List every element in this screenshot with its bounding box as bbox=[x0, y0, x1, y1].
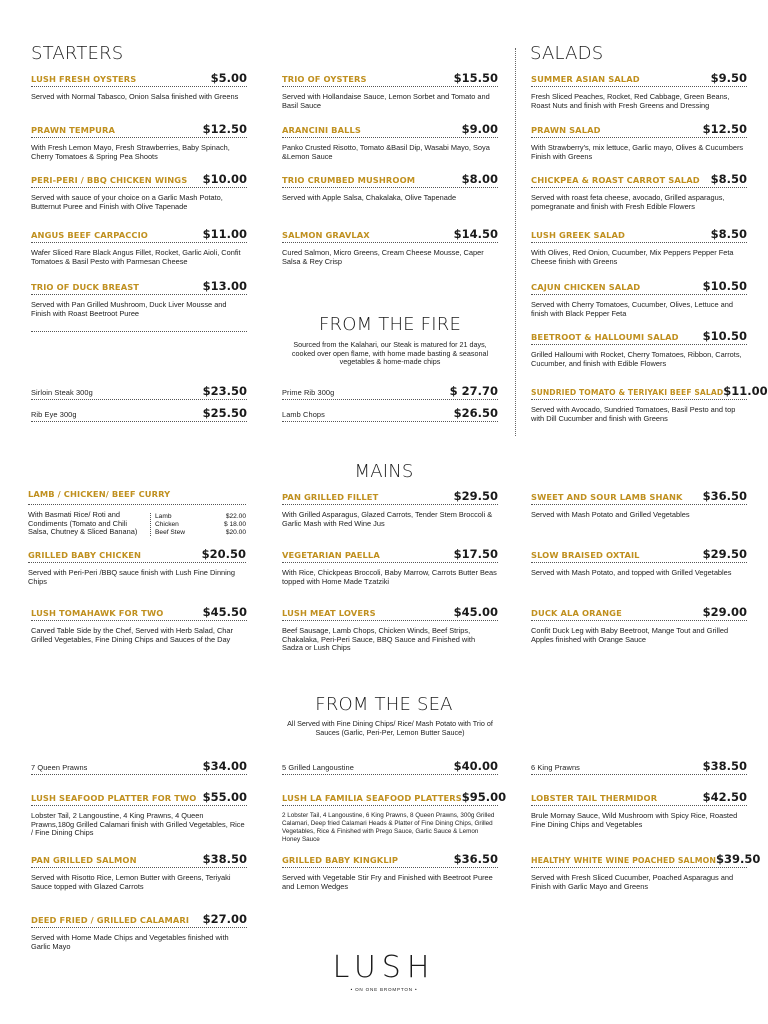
item-price: $29.00 bbox=[702, 605, 747, 619]
menu-item bbox=[31, 852, 247, 891]
item-name: SUMMER ASIAN SALAD bbox=[531, 74, 640, 84]
item-price: $11.00 bbox=[202, 227, 247, 241]
menu-item bbox=[282, 406, 498, 422]
item-name: GRILLED BABY KINGKLIP bbox=[282, 855, 399, 865]
menu-item bbox=[531, 605, 747, 644]
menu-item bbox=[531, 279, 747, 318]
item-name: Sirloin Steak 300g bbox=[31, 388, 93, 397]
item-price: $15.50 bbox=[453, 71, 498, 85]
item-price: $20.50 bbox=[201, 547, 246, 561]
item-description: Served with Mash Potato, and topped with Grilled Vegetables bbox=[531, 568, 732, 577]
item-price: $39.50 bbox=[715, 852, 761, 866]
item-description: Fresh Sliced Peaches, Rocket, Red Cabbage, Green Beans, Roast Nuts and finish with Fresh Greens and Dressing bbox=[531, 92, 730, 110]
lush-logo bbox=[0, 950, 768, 992]
item-name: PAN GRILLED SALMON bbox=[31, 855, 137, 865]
item-name: DUCK ALA ORANGE bbox=[531, 608, 622, 618]
item-name: HEALTHY WHITE WINE POACHED SALMON bbox=[531, 856, 716, 865]
item-name: LOBSTER TAIL THERMIDOR bbox=[531, 793, 658, 803]
menu-item bbox=[531, 71, 747, 110]
item-name: Prime Rib 300g bbox=[282, 388, 335, 397]
item-price: $8.50 bbox=[710, 172, 747, 186]
item-name: 6 King Prawns bbox=[531, 763, 580, 772]
menu-item bbox=[31, 406, 247, 422]
item-price: $55.00 bbox=[202, 790, 247, 804]
option-price: $22.00 bbox=[225, 513, 246, 520]
item-description: With Fresh Lemon Mayo, Fresh Strawberries, Baby Spinach, Cherry Tomatoes & Spring Pea Shoots bbox=[31, 143, 230, 161]
item-description: Served with Cherry Tomatoes, Cucumber, Olives, Lettuce and finish with Black Pepper Feta bbox=[531, 300, 733, 318]
menu-item bbox=[282, 71, 498, 110]
item-name: LAMB / CHICKEN/ BEEF CURRY bbox=[28, 489, 171, 499]
menu-item bbox=[31, 122, 247, 161]
sea-intro: All Served with Fine Dining Chips/ Rice/ Mash Potato with Trio of Sauces (Garlic, Peri-Per, Lemon Butter Sauce) bbox=[287, 719, 493, 737]
item-name: SUNDRIED TOMATO & TERIYAKI BEEF SALAD bbox=[531, 388, 724, 397]
item-price: $8.50 bbox=[710, 227, 747, 241]
item-name: Lamb Chops bbox=[282, 410, 325, 419]
item-price: $38.50 bbox=[202, 852, 247, 866]
item-description: Lobster Tail, 2 Langoustine, 4 King Prawns, 4 Queen Prawns,180g Grilled Calamari finish with Grilled Vegetables, Rice / Fine Dining Chips bbox=[31, 811, 245, 838]
menu-item bbox=[282, 489, 498, 528]
item-price: $45.50 bbox=[202, 605, 247, 619]
sea-heading: FROM THE SEA bbox=[315, 694, 453, 715]
menu-item bbox=[31, 605, 247, 644]
item-name: ANGUS BEEF CARPACCIO bbox=[31, 230, 148, 240]
fire-heading: FROM THE FIRE bbox=[318, 314, 462, 335]
item-description: Grilled Halloumi with Rocket, Cherry Tomatoes, Ribbon, Carrots, Cucumber, and finish with Edible Flowers bbox=[531, 350, 742, 368]
menu-item bbox=[282, 227, 498, 266]
menu-item bbox=[531, 547, 747, 578]
item-price: $17.50 bbox=[453, 547, 498, 561]
item-description: Served with Mash Potato and Grilled Vegetables bbox=[531, 510, 690, 519]
item-name: TRIO CRUMBED MUSHROOM bbox=[282, 175, 416, 185]
menu-item bbox=[531, 852, 761, 891]
item-name: DEED FRIED / GRILLED CALAMARI bbox=[31, 915, 190, 925]
item-price: $29.50 bbox=[453, 489, 498, 503]
curry-option bbox=[155, 529, 246, 537]
item-name: 5 Grilled Langoustine bbox=[282, 763, 354, 772]
item-description: Cured Salmon, Micro Greens, Cream Cheese Mousse, Caper Salsa & Rey Crisp bbox=[282, 248, 484, 266]
menu-item bbox=[282, 122, 498, 161]
item-description: Served with Home Made Chips and Vegetables finished with Garlic Mayo bbox=[31, 933, 229, 951]
item-price: $9.00 bbox=[461, 122, 498, 136]
menu-item bbox=[282, 852, 498, 891]
item-price: $10.50 bbox=[702, 279, 747, 293]
item-price: $26.50 bbox=[453, 406, 498, 420]
item-name: LUSH GREEK SALAD bbox=[531, 230, 625, 240]
item-price: $42.50 bbox=[702, 790, 747, 804]
item-price: $45.00 bbox=[453, 605, 498, 619]
menu-item bbox=[31, 227, 247, 266]
item-price: $40.00 bbox=[453, 759, 498, 773]
item-description: Carved Table Side by the Chef, Served with Herb Salad, Char Grilled Vegetables, Fine Dining Chips and Sauces of the Day bbox=[31, 626, 233, 644]
item-name: SLOW BRAISED OXTAIL bbox=[531, 550, 640, 560]
item-name: LUSH FRESH OYSTERS bbox=[31, 74, 137, 84]
menu-item bbox=[282, 384, 498, 400]
item-description: Served with Peri-Peri /BBQ sauce finish with Lush Fine Dinning Chips bbox=[28, 568, 236, 586]
menu-item bbox=[531, 759, 747, 775]
item-name: LUSH MEAT LOVERS bbox=[282, 608, 376, 618]
item-name: PRAWN SALAD bbox=[531, 125, 601, 135]
item-name: GRILLED BABY CHICKEN bbox=[28, 550, 142, 560]
item-description: Panko Crusted Risotto, Tomato &Basil Dip, Wasabi Mayo, Soya &Lemon Sauce bbox=[282, 143, 490, 161]
item-description: Wafer Sliced Rare Black Angus Fillet, Rocket, Garlic Aioli, Confit Tomatoes & Basil Pesto with Parmesan Cheese bbox=[31, 248, 241, 266]
item-description: With Grilled Asparagus, Glazed Carrots, Tender Stem Broccoli & Garlic Mash with Red Wine Jus bbox=[282, 510, 493, 528]
item-description: Confit Duck Leg with Baby Beetroot, Mange Tout and Grilled Apples finished with Orange Sauce bbox=[531, 626, 729, 644]
item-description: Served with Hollandaise Sauce, Lemon Sorbet and Tomato and Basil Sauce bbox=[282, 92, 490, 110]
item-name: PAN GRILLED FILLET bbox=[282, 492, 379, 502]
item-price: $11.00 bbox=[723, 384, 768, 398]
item-description: Served with sauce of your choice on a Garlic Mash Potato, Butternut Puree and Finish with Olive Tapenade bbox=[31, 193, 223, 211]
item-price: $25.50 bbox=[202, 406, 247, 420]
item-price: $10.00 bbox=[202, 172, 247, 186]
item-name: CAJUN CHICKEN SALAD bbox=[531, 282, 641, 292]
item-description: Brule Mornay Sauce, Wild Mushroom with Spicy Rice, Roasted Fine Dining Chips and Vegetables bbox=[531, 811, 738, 829]
menu-item bbox=[31, 912, 247, 951]
item-name: PRAWN TEMPURA bbox=[31, 125, 116, 135]
item-name: PERI-PERI / BBQ CHICKEN WINGS bbox=[31, 175, 188, 185]
menu-item bbox=[282, 172, 498, 203]
menu-item bbox=[282, 759, 498, 775]
menu-item bbox=[31, 759, 247, 775]
item-description: Served with Fresh Sliced Cucumber, Poached Asparagus and Finish with Garlic Mayo and Greens bbox=[531, 873, 734, 891]
item-name: VEGETARIAN PAELLA bbox=[282, 550, 380, 560]
item-name: CHICKPEA & ROAST CARROT SALAD bbox=[531, 175, 700, 185]
menu-item bbox=[31, 172, 247, 211]
menu-item bbox=[31, 279, 247, 318]
item-name: SALMON GRAVLAX bbox=[282, 230, 370, 240]
option-label: Lamb bbox=[155, 513, 172, 520]
fire-intro: Sourced from the Kalahari, our Steak is matured for 21 days, cooked over open flame, with home made basting & seasonal vegetables & home-made chips bbox=[291, 340, 489, 366]
item-price: $34.00 bbox=[202, 759, 247, 773]
menu-item bbox=[531, 227, 747, 266]
item-description: Served with roast feta cheese, avocado, Grilled asparagus, pomegranate and finish with Fresh Edible Flowers bbox=[531, 193, 725, 211]
item-description: Served with Vegetable Stir Fry and Finished with Beetroot Puree and Lemon Wedges bbox=[282, 873, 493, 891]
item-description: With Basmati Rice/ Roti and Condiments (Tomato and Chili Salsa, Chutney & Sliced Banana) bbox=[28, 510, 138, 537]
item-name: Rib Eye 300g bbox=[31, 410, 77, 419]
item-price: $36.50 bbox=[453, 852, 498, 866]
curry-option bbox=[155, 513, 246, 521]
item-price: $14.50 bbox=[453, 227, 498, 241]
item-description: Beef Sausage, Lamb Chops, Chicken Winds, Beef Strips, Chakalaka, Peri-Peri Sauce, BBQ Sauce and Finished with Sadza or Lush Chips bbox=[282, 626, 476, 653]
item-price: $38.50 bbox=[702, 759, 747, 773]
menu-item bbox=[31, 790, 247, 838]
menu-item bbox=[282, 790, 507, 844]
item-price: $23.50 bbox=[202, 384, 247, 398]
menu-item bbox=[531, 172, 747, 211]
item-name: 7 Queen Prawns bbox=[31, 763, 88, 772]
item-description: Served with Risotto Rice, Lemon Butter with Greens, Teriyaki Sauce topped with Glazed Carrots bbox=[31, 873, 231, 891]
item-description: 2 Lobster Tail, 4 Langoustine, 6 King Prawns, 8 Queen Prawns, 300g Grilled Calamari, Deep fried Calamari Heads & Platter of Fine Dining Chips, Grilled Vegetables, Rice & Finished with Prego Sauce, Garlic Sauce & Lemon Honey Sauce bbox=[282, 812, 495, 843]
option-price: $ 18.00 bbox=[224, 520, 246, 528]
menu-item bbox=[282, 547, 498, 586]
item-price: $9.50 bbox=[710, 71, 747, 85]
item-price: $12.50 bbox=[702, 122, 747, 136]
logo-subtitle: • ON ONE BROMPTON • bbox=[350, 987, 418, 992]
item-price: $5.00 bbox=[210, 71, 247, 85]
menu-item bbox=[531, 384, 768, 423]
item-price: $29.50 bbox=[702, 547, 747, 561]
item-description: Served with Avocado, Sundried Tomatoes, Basil Pesto and top with Dill Cucumber and finish with Greens bbox=[531, 405, 736, 423]
salads-heading: SALADS bbox=[530, 43, 604, 64]
menu-item bbox=[531, 489, 747, 520]
item-price: $36.50 bbox=[702, 489, 747, 503]
item-description: With Olives, Red Onion, Cucumber, Mix Peppers Pepper Feta Cheese finish with Greens bbox=[531, 248, 734, 266]
column-divider bbox=[515, 48, 516, 436]
menu-item bbox=[28, 547, 246, 586]
option-price: $20.00 bbox=[225, 528, 246, 536]
menu-item bbox=[282, 605, 498, 653]
item-price: $ 27.70 bbox=[449, 384, 498, 398]
curry-option bbox=[155, 521, 246, 529]
item-price: $13.00 bbox=[202, 279, 247, 293]
starters-heading: STARTERS bbox=[31, 43, 124, 64]
item-name: BEETROOT & HALLOUMI SALAD bbox=[531, 332, 679, 342]
item-description: Served with Normal Tabasco, Onion Salsa finished with Greens bbox=[31, 92, 239, 101]
mains-heading: MAINS bbox=[354, 461, 414, 482]
menu-item bbox=[31, 384, 247, 400]
item-price: $27.00 bbox=[202, 912, 247, 926]
menu-item bbox=[531, 122, 747, 161]
item-name: LUSH TOMAHAWK FOR TWO bbox=[31, 608, 164, 618]
menu-item bbox=[531, 329, 747, 368]
item-price: $10.50 bbox=[702, 329, 747, 343]
curry-price-table bbox=[150, 513, 246, 536]
logo-wordmark: LUSH bbox=[332, 950, 436, 985]
item-description: Served with Apple Salsa, Chakalaka, Olive Tapenade bbox=[282, 193, 457, 202]
menu-item bbox=[531, 790, 747, 829]
option-label: Chicken bbox=[155, 520, 179, 528]
option-label: Beef Stew bbox=[155, 528, 186, 536]
item-name: TRIO OF OYSTERS bbox=[282, 74, 367, 84]
item-name: TRIO OF DUCK BREAST bbox=[31, 282, 140, 292]
item-name: LUSH LA FAMILIA SEAFOOD PLATTERS bbox=[282, 793, 462, 803]
item-name: SWEET AND SOUR LAMB SHANK bbox=[531, 492, 683, 502]
item-description: Served with Pan Grilled Mushroom, Duck Liver Mousse and Finish with Roast Beetroot Puree bbox=[31, 300, 227, 318]
item-name: ARANCINI BALLS bbox=[282, 125, 361, 135]
item-price: $95.00 bbox=[461, 790, 507, 804]
item-price: $12.50 bbox=[202, 122, 247, 136]
item-name: LUSH SEAFOOD PLATTER FOR TWO bbox=[31, 793, 197, 803]
item-price: $8.00 bbox=[461, 172, 498, 186]
item-description: With Strawberry's, mix lettuce, Garlic mayo, Olives & Cucumbers Finish with Greens bbox=[531, 143, 744, 161]
item-description: With Rice, Chickpeas Broccoli, Baby Marrow, Carrots Butter Beas topped with Home Made Tzatziki bbox=[282, 568, 497, 586]
divider bbox=[31, 331, 247, 332]
menu-item bbox=[31, 71, 247, 102]
